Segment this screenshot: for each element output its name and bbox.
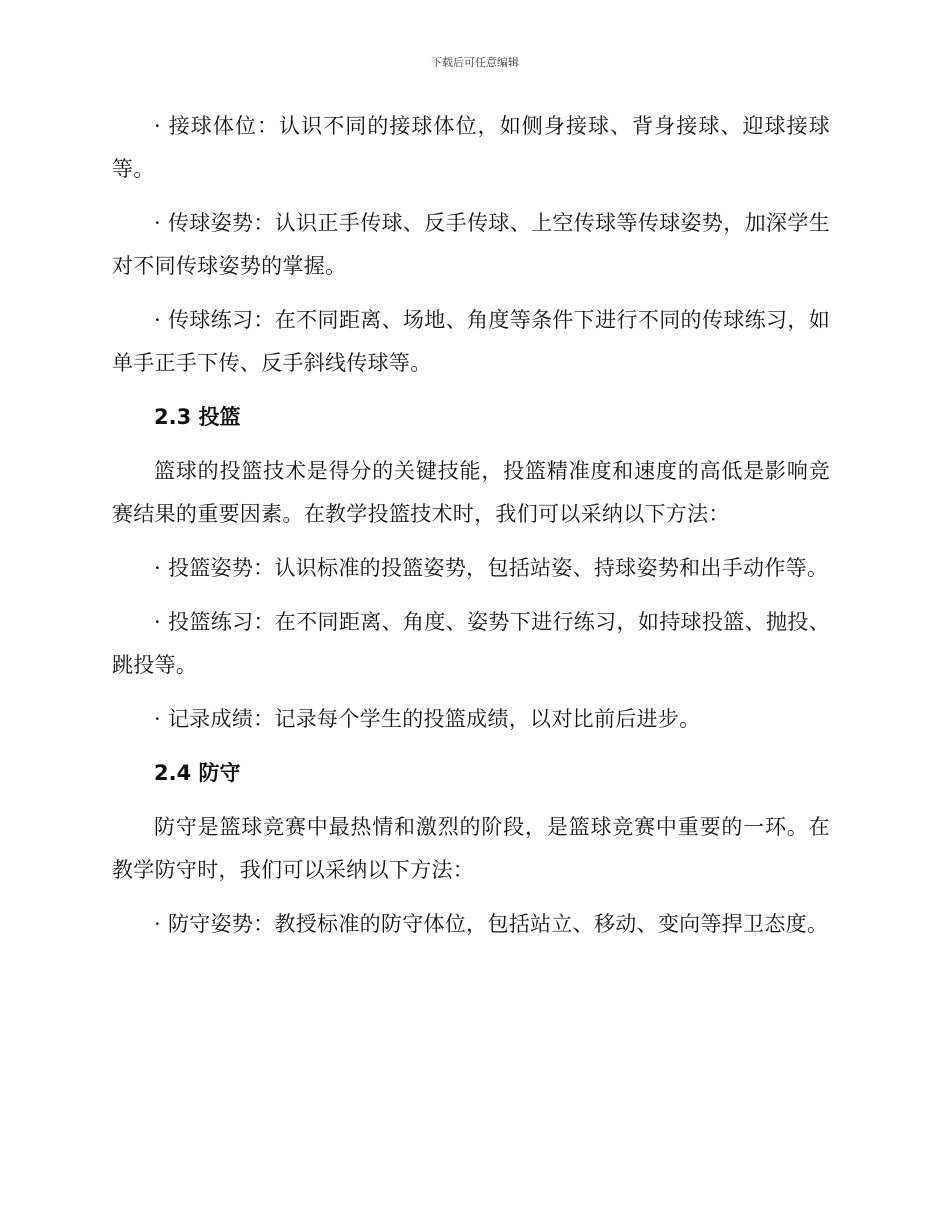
bullet-record-scores: · 记录成绩：记录每个学生的投篮成绩，以对比前后进步。 [154, 707, 701, 731]
section-heading-defense: 2.4 防守 [154, 761, 241, 785]
bullet-shooting-posture: · 投篮姿势：认识标准的投篮姿势，包括站姿、持球姿势和出手动作等。 [154, 556, 829, 580]
bullet-catch-position: · 接球体位：认识不同的接球体位，如侧身接球、背身接球、迎球接球等。 [112, 114, 830, 181]
document-body [112, 105, 830, 957]
page-header: 下载后可任意编辑 [431, 56, 519, 69]
bullet-shooting-practice: · 投篮练习：在不同距离、角度、姿势下进行练习，如持球投篮、抛投、跳投等。 [112, 610, 830, 677]
bullet-pass-practice: · 传球练习：在不同距离、场地、角度等条件下进行不同的传球练习，如单手正手下传、反手斜线传球等。 [112, 308, 830, 375]
bullet-pass-posture: · 传球姿势：认识正手传球、反手传球、上空传球等传球姿势，加深学生对不同传球姿势的掌握。 [112, 211, 830, 278]
paragraph-defense-intro: 防守是篮球竞赛中最热情和激烈的阶段，是篮球竞赛中重要的一环。在教学防守时，我们可以采纳以下方法： [112, 815, 830, 882]
section-heading-shooting: 2.3 投篮 [154, 405, 241, 429]
bullet-defense-posture: · 防守姿势：教授标准的防守体位，包括站立、移动、变向等捍卫态度。 [154, 912, 829, 936]
paragraph-shooting-intro: 篮球的投篮技术是得分的关键技能，投篮精准度和速度的高低是影响竞赛结果的重要因素。在教学投篮技术时，我们可以采纳以下方法： [112, 459, 830, 526]
